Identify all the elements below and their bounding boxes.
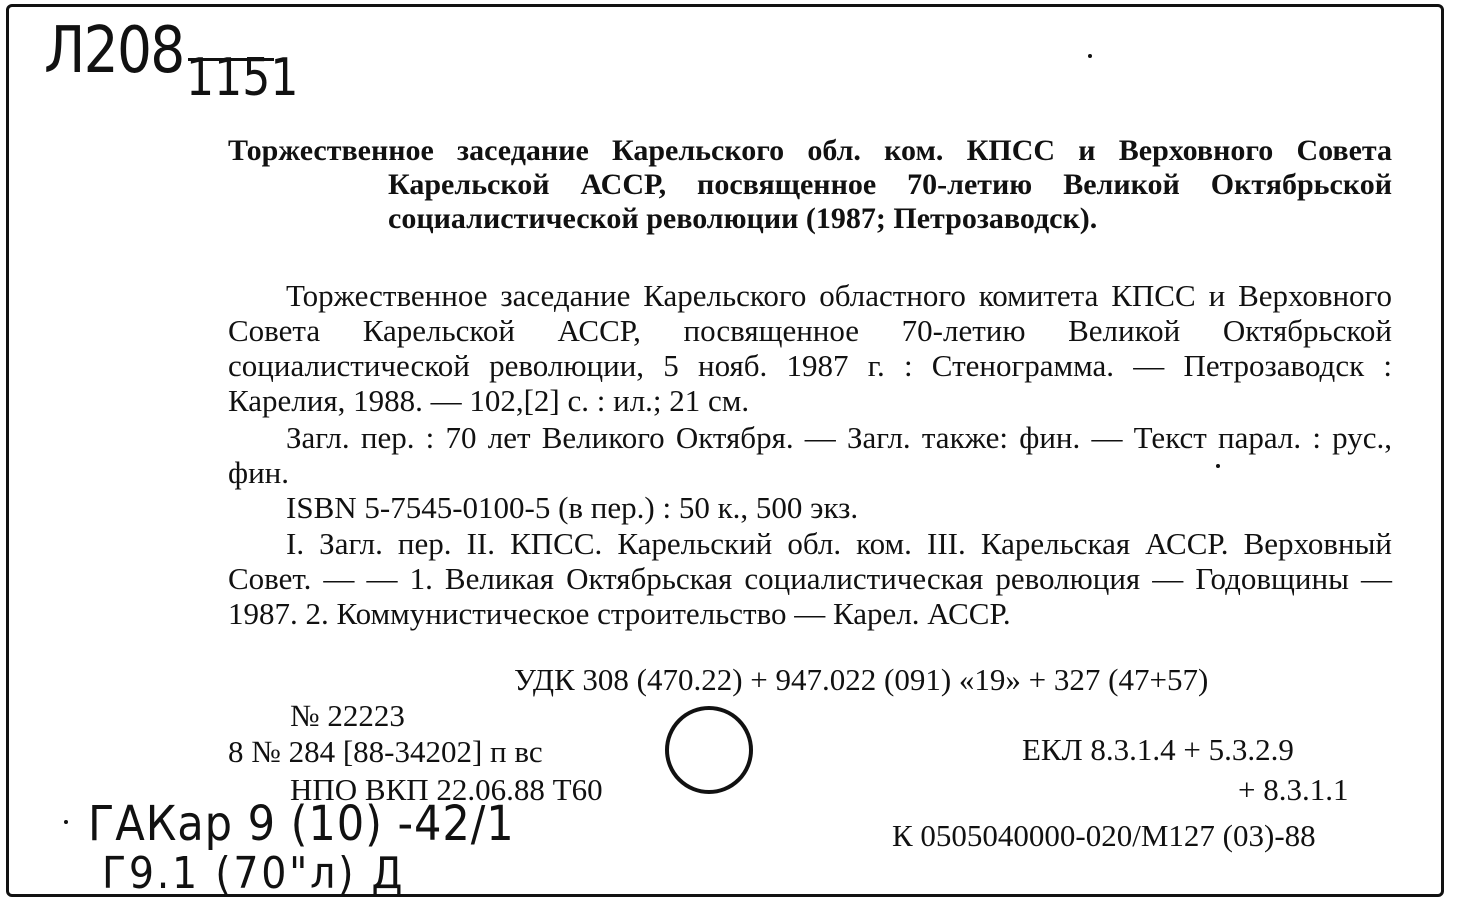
ekl-line-2: + 8.3.1.1 — [1238, 772, 1349, 807]
speck — [1216, 464, 1220, 468]
description-paragraph: Торжественное заседание Карельского областного комитета КПСС и Верховного Совета Карельской АССР, посвященное 70-летию Великой Октябрьской социалистической революции, 5 нояб. 1987 г. : Стенограмма. — Петрозаводск : Карелия, 1988. — 102,[2] с. : ил.; 21 см. — [228, 278, 1392, 418]
handwritten-code-left: Л208 — [44, 14, 184, 88]
handwritten-code-right: 1151 — [186, 48, 299, 108]
k-code-line: К 0505040000-020/М127 (03)-88 — [892, 818, 1316, 853]
udk-line: УДК 308 (470.22) + 947.022 (091) «19» + 327 (47+57) — [514, 662, 1209, 697]
isbn-line: ISBN 5-7545-0100-5 (в пер.) : 50 к., 500 экз. — [286, 490, 859, 525]
handwritten-bottom-line-2: Г9.1 (70"л) Д — [102, 848, 406, 899]
record-number: № 22223 — [290, 698, 405, 733]
circle-stamp-mark — [665, 706, 753, 794]
speck — [1088, 54, 1092, 58]
series-line: 8 № 284 [88-34202] п вс — [228, 734, 543, 769]
card-heading: Торжественное заседание Карельского обл. ком. КПСС и Верховного Совета Карельской АССР, посвященное 70-летию Великой Октябрьской социалистической революции (1987; Петрозаводск). — [228, 134, 1392, 235]
speck — [64, 820, 68, 824]
notes-paragraph: Загл. пер. : 70 лет Великого Октября. — Загл. также: фин. — Текст парал. : рус., фин. — [228, 420, 1392, 490]
ekl-line-1: ЕКЛ 8.3.1.4 + 5.3.2.9 — [1022, 732, 1294, 767]
subjects-paragraph: I. Загл. пер. II. КПСС. Карельский обл. ком. III. Карельская АССР. Верховный Совет. — — 1. Великая Октябрьская социалистическая революция — Годовщины — 1987. 2. Коммунистическое строительство — Карел. АССР. — [228, 526, 1392, 631]
npo-line: НПО ВКП 22.06.88 Т60 — [290, 772, 603, 807]
handwritten-bottom-line-1: ГАКар 9 (10) -42/1 — [88, 796, 515, 852]
